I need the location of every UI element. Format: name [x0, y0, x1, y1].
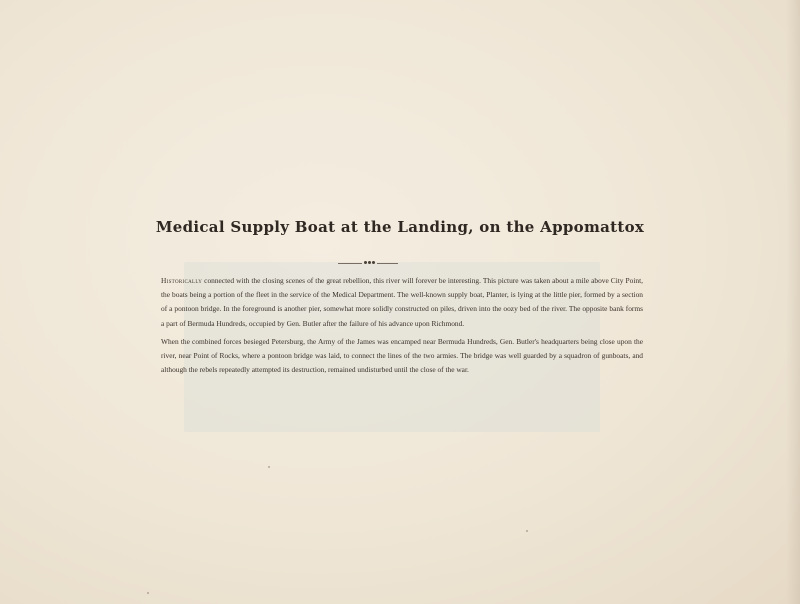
paragraph-text: connected with the closing scenes of the great rebellion, this river will forever be interesting. This picture was taken about a mile above City Point, the boats being a portion of the fleet in the service of the Medical Department. The well-known supply boat, Planter, is lying at the little pier, formed by a section of a pontoon bridge. In the foreground is another pier, somewhat more solidly constructed on piles, driven into the oozy bed of the river. The opposite bank forms a part of Bermuda Hundreds, occupied by Gen. Butler after the failure of his advance upon Richmond. [161, 276, 643, 328]
page-title: Medical Supply Boat at the Landing, on the Appomattox [155, 218, 645, 236]
body-text [161, 274, 643, 381]
paragraph-text: When the combined forces besieged Petersburg, the Army of the James was encamped near Bermuda Hundreds, Gen. Butler's headquarters being close upon the river, near Point of Rocks, where a pontoon bridge was laid, to connect the lines of the two armies. The bridge was well guarded by a squadron of gunboats, and although the rebels repeatedly attempted its destruction, remained undisturbed until the close of the war. [161, 336, 643, 375]
paragraph-lead-word: Historically [161, 276, 203, 285]
paragraph-1 [161, 274, 643, 331]
title-ornament [338, 260, 398, 266]
paper-speck [147, 592, 149, 594]
paragraph-2 [161, 335, 643, 378]
page-edge-shadow [786, 0, 800, 604]
paper-speck [526, 530, 528, 532]
paper-speck [268, 466, 270, 468]
